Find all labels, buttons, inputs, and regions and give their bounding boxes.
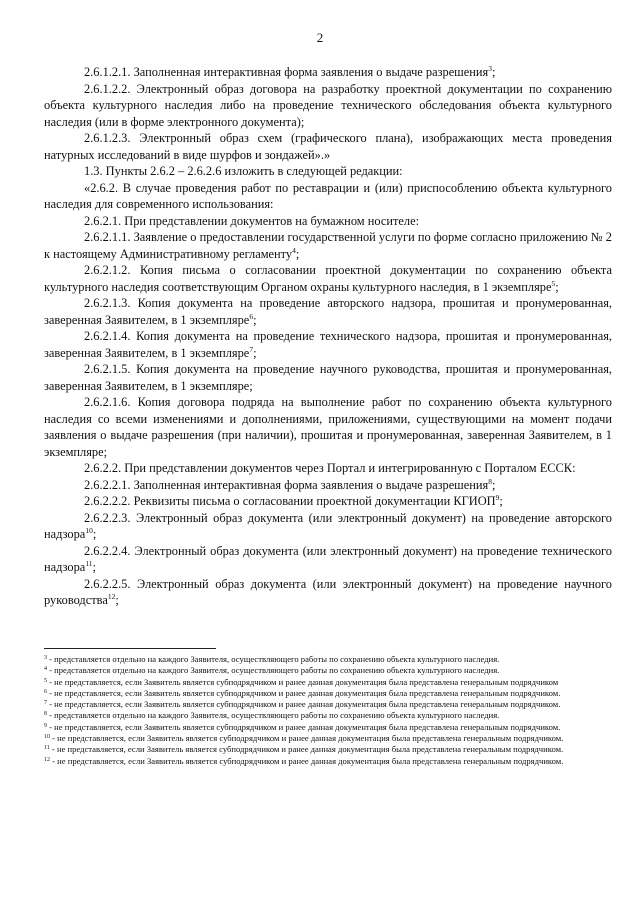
paragraph: 2.6.2.2.1. Заполненная интерактивная форма заявления о выдаче разрешения$^8$; [84,476,496,492]
paragraph: 2.6.1.2.3. Электронный образ схем (графического плана), изображающих места проведения натурных исследований в виде шурфов и зондажей».» [44,131,612,162]
paragraph: 2.6.2.2.4. Электронный образ документа (или электронный документ) на проведение технического надзора$^{11}$; [44,543,612,574]
paragraph: 2.6.2.2.5. Электронный образ документа (или электронный документ) на проведение научного руководства$^{12}$; [44,576,612,607]
paragraph: 2.6.2.2. При представлении документов через Портал и интегрированную с Порталом ЕССК: [84,461,576,475]
paragraph: 2.6.1.2.1. Заполненная интерактивная форма заявления о выдаче разрешения$^3$; [84,64,496,79]
paragraph: 2.6.2.2.3. Электронный образ документа (или электронный документ) на проведение авторского надзора$^{10}$; [44,510,612,541]
footnote-separator [44,648,216,649]
footnote: $^{12}$ - не представляется, если Заявитель является субподрядчиком и ранее данная документация была представлена генеральным подрядчиком. [44,755,564,766]
footnote: $^3$ - представляется отдельно на каждого Заявителя, осуществляющего работы по сохранению объекта культурного наследия. [44,654,500,664]
paragraph: 1.3. Пункты 2.6.2 – 2.6.2.6 изложить в следующей редакции: [84,164,403,178]
footnote: $^7$ - не представляется, если Заявитель является субподрядчиком и ранее данная документация была представлена генеральным подрядчиком. [44,699,561,710]
footnote: $^8$ - представляется отдельно на каждого Заявителя, осуществляющего работы по сохранению объекта культурного наследия. [44,710,500,721]
footnote: $^{10}$ - не представляется, если Заявитель является субподрядчиком и ранее данная документация была представлена генеральным подрядчиком. [44,733,564,744]
document-body [44,64,612,609]
paragraph: 2.6.2.2.2. Реквизиты письма о согласовании проектной документации КГИОП$^9$; [84,493,503,508]
page-number: 2 [316,30,324,45]
footnote: $^5$ - не представляется, если Заявитель является субподрядчиком и ранее данная документация была представлена генеральным подрядчиком [44,676,559,687]
paragraph: 2.6.2.1.2. Копия письма о согласовании проектной документации по сохранению объекта культурного наследия соответствующим Органом охраны культурного наследия, в 1 экземпляре$^5$; [44,263,612,294]
paragraph: «2.6.2. В случае проведения работ по реставрации и (или) приспособлению объекта культурного наследия для современного использования: [44,180,612,211]
paragraph: 2.6.1.2.2. Электронный образ договора на разработку проектной документации по сохранению объекта культурного наследия либо на проведение технического обследования объекта культурного наследия (или в форме электронного документа); [44,81,612,129]
paragraph: 2.6.2.1.3. Копия документа на проведение авторского надзора, прошитая и пронумерованная, заверенная Заявителем, в 1 экземпляре$^6$; [44,296,612,327]
footnote: $^9$ - не представляется, если Заявитель является субподрядчиком и ранее данная документация была представлена генеральным подрядчиком. [44,721,561,732]
footnote: $^{11}$ - не представляется, если Заявитель является субподрядчиком и ранее данная документация была представлена генеральным подрядчиком. [44,744,564,755]
footnote: $^4$ - представляется отдельно на каждого Заявителя, осуществляющего работы по сохранению объекта культурного наследия. [44,665,500,676]
paragraph: 2.6.2.1.4. Копия документа на проведение технического надзора, прошитая и пронумерованная, заверенная Заявителем, в 1 экземпляре$^7$; [44,329,612,360]
footnote: $^6$ - не представляется, если Заявитель является субподрядчиком и ранее данная документация была представлена генеральным подрядчиком. [44,687,561,698]
paragraph: 2.6.2.1.5. Копия документа на проведение научного руководства, прошитая и пронумерованная, заверенная Заявителем, в 1 экземпляре; [44,362,612,393]
paragraph: 2.6.2.1. При представлении документов на бумажном носителе: [84,213,420,228]
paragraph: 2.6.2.1.1. Заявление о предоставлении государственной услуги по форме согласно приложению № 2 к настоящему Административному регламенту$^4$; [44,230,612,261]
paragraph: 2.6.2.1.6. Копия договора подряда на выполнение работ по сохранению объекта культурного наследия со всеми изменениями и дополнениями, приложениями, существующими на момент подачи заявления о выдаче разрешения (при наличии), прошитая и пронумерованная, заверенная Заявителем, в 1 экземпляре; [44,395,612,459]
footnotes [44,654,612,767]
